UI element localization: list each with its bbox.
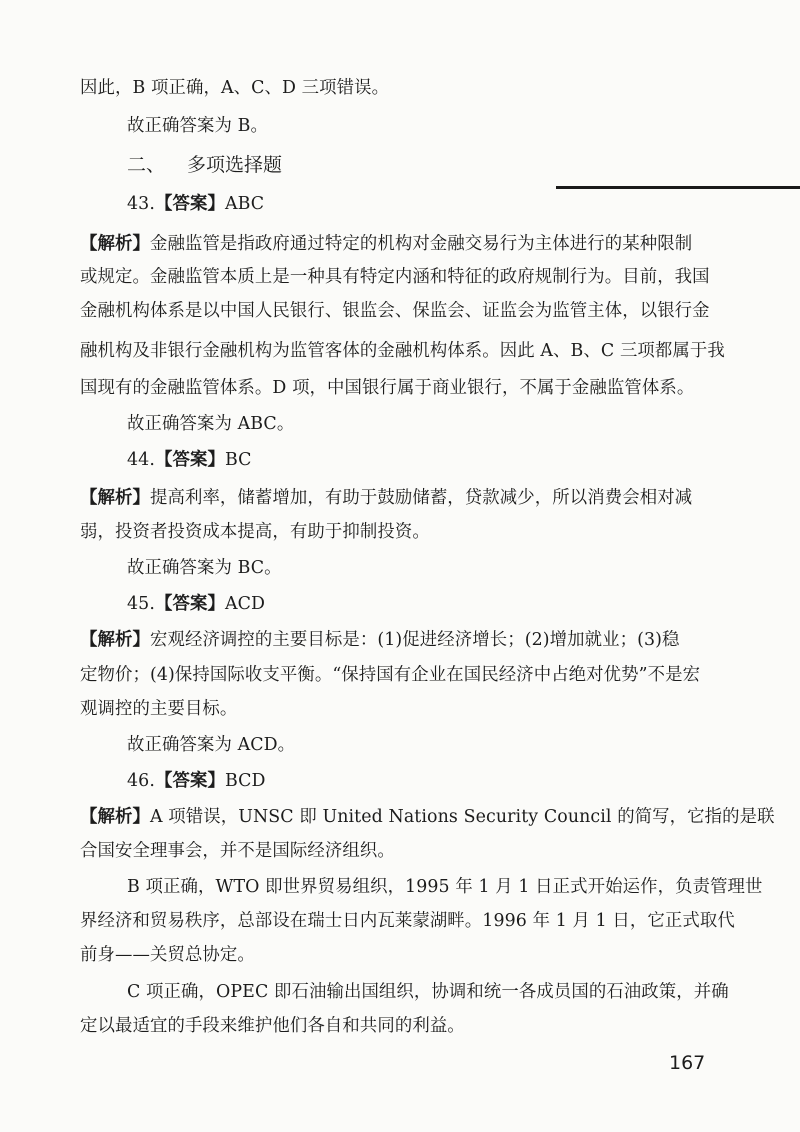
question-number: 44. xyxy=(127,450,155,470)
text-line: 定以最适宜的手段来维护他们各自和共同的利益。 xyxy=(80,1016,465,1036)
conclusion-line: 故正确答案为 B。 xyxy=(127,116,268,136)
conclusion-line: 故正确答案为 ACD。 xyxy=(127,735,296,755)
text-line: 因此，B 项正确，A、C、D 三项错误。 xyxy=(80,78,390,98)
answer-value: ACD xyxy=(224,594,266,614)
explanation-tag: 【解析】 xyxy=(80,630,150,650)
answer-line-45 xyxy=(127,593,265,615)
explanation-line: 国现有的金融监管体系。D 项，中国银行属于商业银行，不属于金融监管体系。 xyxy=(80,378,695,398)
answer-tag: 【答案】 xyxy=(154,194,225,214)
section-title: 多项选择题 xyxy=(187,154,283,176)
answer-line-43 xyxy=(127,193,264,215)
explanation-line: 金融机构体系是以中国人民银行、银监会、保监会、证监会为监管主体，以银行金 xyxy=(80,301,710,321)
question-number: 45. xyxy=(127,594,155,614)
answer-tag: 【答案】 xyxy=(154,450,225,470)
text-line: B 项正确，WTO 即世界贸易组织，1995 年 1 月 1 日正式开始运作，负责管理世 xyxy=(127,877,763,897)
explanation-tag: 【解析】 xyxy=(80,234,150,254)
answer-tag: 【答案】 xyxy=(154,771,225,791)
answer-value: BC xyxy=(224,450,252,470)
explanation-line: 定物价；(4)保持国际收支平衡。“保持国有企业在国民经济中占绝对优势”不是宏 xyxy=(80,665,701,685)
conclusion-line: 故正确答案为 BC。 xyxy=(127,558,282,578)
answer-tag: 【答案】 xyxy=(154,594,225,614)
explanation-tag: 【解析】 xyxy=(80,488,150,508)
answer-line-46 xyxy=(127,770,266,792)
explanation-line: 融机构及非银行金融机构为监管客体的金融机构体系。因此 A、B、C 三项都属于我 xyxy=(80,341,725,361)
question-number: 43. xyxy=(127,194,155,214)
conclusion-line: 故正确答案为 ABC。 xyxy=(127,414,295,434)
answer-value: ABC xyxy=(224,194,265,214)
explanation-line: 【解析】宏观经济调控的主要目标是：(1)促进经济增长；(2)增加就业；(3)稳 xyxy=(80,630,680,650)
answer-value: BCD xyxy=(224,771,266,791)
explanation-line: 【解析】A 项错误，UNSC 即 United Nations Security Council 的简写，它指的是联 xyxy=(80,807,775,827)
explanation-tag: 【解析】 xyxy=(80,807,150,827)
text-line: C 项正确，OPEC 即石油输出国组织，协调和统一各成员国的石油政策，并确 xyxy=(127,982,729,1002)
section-number: 二、 xyxy=(127,154,166,176)
explanation-line: 观调控的主要目标。 xyxy=(80,699,238,719)
explanation-line: 合国安全理事会，并不是国际经济组织。 xyxy=(80,841,395,861)
text-line: 界经济和贸易秩序，总部设在瑞士日内瓦莱蒙湖畔。1996 年 1 月 1 日，它正式取代 xyxy=(80,911,735,931)
question-number: 46. xyxy=(127,771,155,791)
section-heading xyxy=(127,153,282,177)
explanation-line: 【解析】提高利率，储蓄增加，有助于鼓励储蓄，贷款减少，所以消费会相对减 xyxy=(80,488,693,508)
answer-line-44 xyxy=(127,449,252,471)
text-line: 前身——关贸总协定。 xyxy=(80,945,255,965)
explanation-line: 或规定。金融监管本质上是一种具有特定内涵和特征的政府规制行为。目前，我国 xyxy=(80,267,710,287)
horizontal-rule xyxy=(556,186,800,189)
page-number: 167 xyxy=(669,1052,706,1074)
explanation-line: 【解析】金融监管是指政府通过特定的机构对金融交易行为主体进行的某种限制 xyxy=(80,234,693,254)
explanation-line: 弱，投资者投资成本提高，有助于抑制投资。 xyxy=(80,522,430,542)
